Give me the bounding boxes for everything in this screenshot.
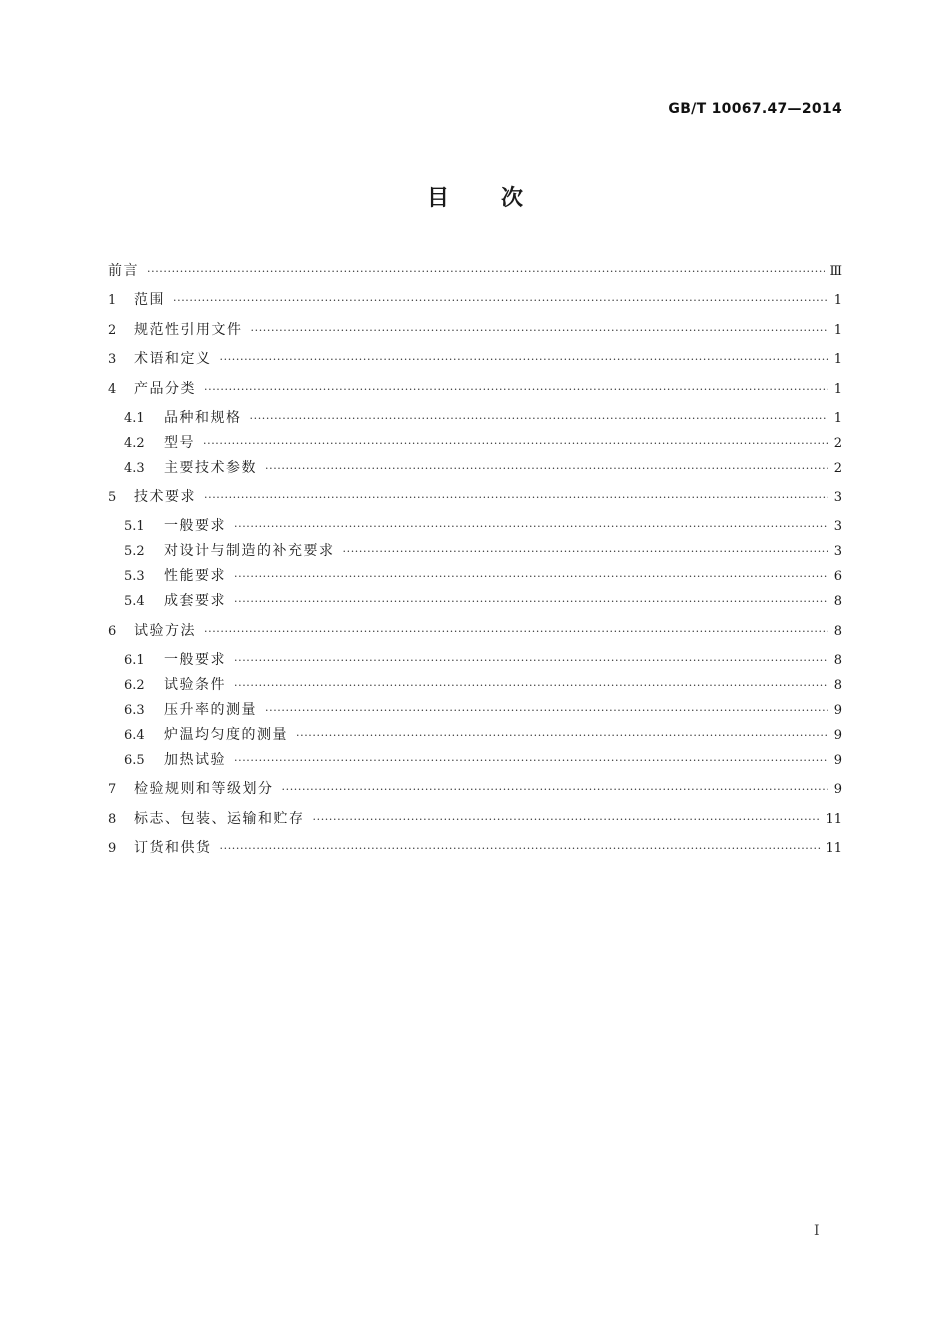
toc-entry-number: 5.4 [124, 594, 145, 609]
dot-leader [203, 435, 828, 453]
toc-entry-number: 8 [108, 812, 117, 827]
toc-entry-label: 标志、包装、运输和贮存 [134, 811, 305, 827]
toc-entry-page: 3 [833, 544, 842, 559]
toc-entry-8[interactable] [108, 810, 842, 829]
toc-entry-page: 9 [833, 782, 842, 797]
toc-entry-label: 加热试验 [164, 752, 226, 768]
toc-entry-label: 压升率的测量 [164, 702, 257, 718]
dot-leader [220, 840, 822, 858]
toc-entry-page: 2 [833, 436, 842, 451]
dot-leader [282, 781, 829, 799]
toc-entry-page: 1 [833, 323, 842, 338]
toc-entry-3[interactable] [108, 350, 842, 369]
dot-leader [204, 623, 828, 641]
dot-leader [296, 727, 828, 745]
toc-entry-label: 试验方法 [134, 623, 196, 639]
toc-entry-number: 6.4 [124, 728, 145, 743]
toc-entry-page: 8 [833, 653, 842, 668]
toc-entry-5-2[interactable] [124, 542, 842, 561]
toc-entry-6-1[interactable] [124, 651, 842, 670]
toc-entry-label: 主要技术参数 [164, 460, 257, 476]
dot-leader [204, 489, 828, 507]
dot-leader [220, 351, 829, 369]
dot-leader [234, 518, 828, 536]
toc-entry-2[interactable] [108, 321, 842, 340]
toc-entry-4-3[interactable] [124, 459, 842, 478]
toc-entry-number: 7 [108, 782, 117, 797]
toc-entry-page: 8 [833, 594, 842, 609]
standard-number: GB/T 10067.47—2014 [668, 101, 842, 117]
toc-entry-number: 4.3 [124, 461, 145, 476]
dot-leader [234, 652, 828, 670]
toc-entry-7[interactable] [108, 780, 842, 799]
toc-entry-number: 5.3 [124, 569, 145, 584]
toc-entry-number: 9 [108, 841, 117, 856]
toc-entry-page: 9 [833, 753, 842, 768]
toc-entry-foreword[interactable] [108, 262, 842, 281]
toc-entry-page: 3 [833, 519, 842, 534]
toc-entry-4-2[interactable] [124, 434, 842, 453]
dot-leader [234, 593, 828, 611]
dot-leader [250, 410, 829, 428]
toc-entry-label: 产品分类 [134, 381, 196, 397]
toc-entry-label: 炉温均匀度的测量 [164, 727, 288, 743]
toc-entry-number: 5.2 [124, 544, 145, 559]
toc-entry-label: 型号 [164, 435, 195, 451]
toc-entry-page: 1 [833, 411, 842, 426]
toc-entry-page: 1 [833, 293, 842, 308]
toc-entry-number: 6.5 [124, 753, 145, 768]
toc-entry-label: 范围 [134, 292, 165, 308]
toc-entry-label: 对设计与制造的补充要求 [164, 543, 335, 559]
toc-entry-label: 订货和供货 [134, 840, 212, 856]
toc-entry-number: 5 [108, 490, 117, 505]
toc-entry-number: 6.3 [124, 703, 145, 718]
toc-entry-number: 6.1 [124, 653, 145, 668]
toc-entry-6-4[interactable] [124, 726, 842, 745]
toc-entry-number: 6.2 [124, 678, 145, 693]
toc-entry-6[interactable] [108, 622, 842, 641]
toc-entry-6-5[interactable] [124, 751, 842, 770]
toc-entry-page: 3 [833, 490, 842, 505]
toc-entry-5[interactable] [108, 488, 842, 507]
toc-entry-4-1[interactable] [124, 409, 842, 428]
toc-entry-number: 3 [108, 352, 117, 367]
toc-entry-page: 11 [825, 841, 842, 856]
dot-leader [343, 543, 829, 561]
dot-leader [251, 322, 829, 340]
toc-entry-5-3[interactable] [124, 567, 842, 586]
dot-leader [313, 811, 822, 829]
toc-entry-label: 试验条件 [164, 677, 226, 693]
dot-leader [204, 381, 828, 399]
toc-entry-label: 一般要求 [164, 652, 226, 668]
toc-entry-number: 5.1 [124, 519, 145, 534]
toc-entry-number: 1 [108, 293, 117, 308]
toc-entry-6-2[interactable] [124, 676, 842, 695]
dot-leader [147, 263, 825, 281]
toc-entry-number: 6 [108, 624, 117, 639]
toc-entry-label: 品种和规格 [164, 410, 242, 426]
toc-entry-page: 11 [825, 812, 842, 827]
toc-entry-label: 前言 [108, 263, 139, 279]
toc-entry-label: 检验规则和等级划分 [134, 781, 274, 797]
toc-entry-page: 9 [833, 728, 842, 743]
toc-entry-page: 6 [833, 569, 842, 584]
toc-entry-page: 1 [833, 382, 842, 397]
toc-entry-label: 规范性引用文件 [134, 322, 243, 338]
toc-entry-number: 4 [108, 382, 117, 397]
dot-leader [234, 677, 828, 695]
toc-entry-number: 2 [108, 323, 117, 338]
dot-leader [265, 702, 828, 720]
page-title: 目次 [426, 186, 575, 211]
dot-leader [265, 460, 828, 478]
toc-entry-label: 术语和定义 [134, 351, 212, 367]
dot-leader [173, 292, 828, 310]
toc-entry-5-1[interactable] [124, 517, 842, 536]
toc-entry-page: 9 [833, 703, 842, 718]
toc-entry-page: 8 [833, 624, 842, 639]
toc-entry-label: 技术要求 [134, 489, 196, 505]
toc-entry-1[interactable] [108, 291, 842, 310]
dot-leader [234, 752, 828, 770]
toc-entry-number: 4.2 [124, 436, 145, 451]
toc-entry-page: 8 [833, 678, 842, 693]
toc-entry-label: 一般要求 [164, 518, 226, 534]
toc-entry-number: 4.1 [124, 411, 145, 426]
toc-entry-label: 性能要求 [164, 568, 226, 584]
toc-entry-page: Ⅲ [829, 264, 842, 279]
toc-entry-page: 1 [833, 352, 842, 367]
page-number: Ⅰ [814, 1223, 820, 1239]
toc-entry-4[interactable] [108, 380, 842, 399]
toc-entry-6-3[interactable] [124, 701, 842, 720]
toc-entry-5-4[interactable] [124, 592, 842, 611]
toc-entry-9[interactable] [108, 839, 842, 858]
toc-entry-label: 成套要求 [164, 593, 226, 609]
dot-leader [234, 568, 828, 586]
toc-entry-page: 2 [833, 461, 842, 476]
